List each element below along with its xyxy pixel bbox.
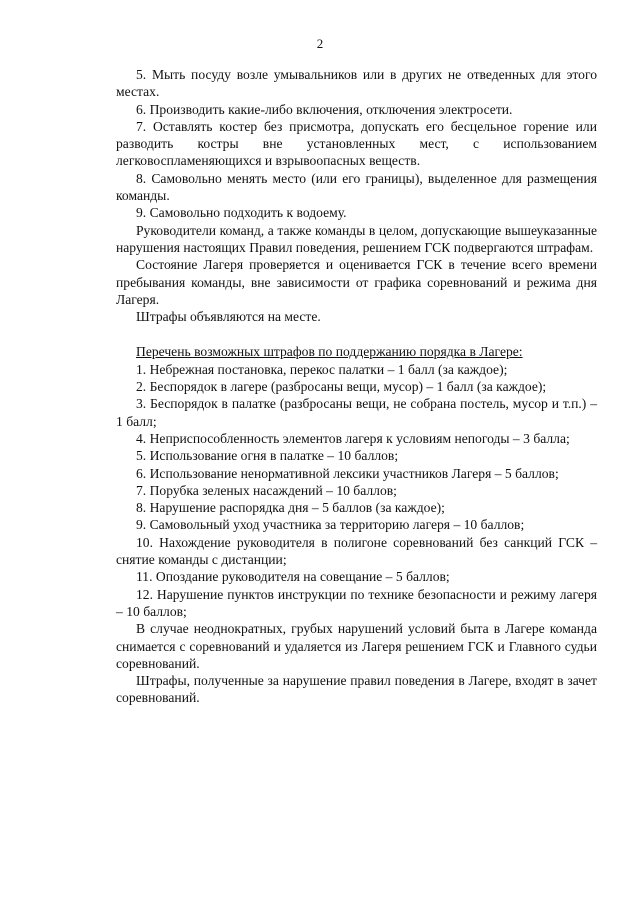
penalty-item: 9. Самовольный уход участника за территорию лагеря – 10 баллов; bbox=[136, 517, 525, 533]
penalty-item: 7. Порубка зеленых насаждений – 10 баллов; bbox=[136, 482, 397, 498]
penalty-item: 11. Опоздание руководителя на совещание – 5 баллов; bbox=[136, 569, 450, 585]
removal-paragraph: В случае неоднократных, грубых нарушений условий быта в Лагере команда снимается с соревнований и удаляется из Лагеря решением ГСК и Главного судьи соревнований. bbox=[116, 621, 597, 671]
prohibition-item: 8. Самовольно менять место (или его границы), выделенное для размещения команды. bbox=[116, 170, 597, 204]
prohibition-item: 5. Мыть посуду возле умывальников или в других не отведенных для этого местах. bbox=[116, 67, 597, 100]
camp-inspection-paragraph: Состояние Лагеря проверяется и оценивается ГСК в течение всего времени пребывания команды, вне зависимости от графика соревнований и режима дня Лагеря. bbox=[116, 257, 597, 307]
penalties-heading-line bbox=[116, 343, 597, 360]
prohibition-item: 7. Оставлять костер без присмотра, допускать его бесцельное горение или разводить костры вне установленных мест, с использованием легковоспламеняющихся и взрывоопасных веществ. bbox=[116, 118, 597, 169]
prohibition-item: 9. Самовольно подходить к водоему. bbox=[136, 205, 347, 221]
penalty-scoring-paragraph: Штрафы, полученные за нарушение правил поведения в Лагере, входят в зачет соревнований. bbox=[116, 673, 597, 706]
penalty-rule-paragraph: Руководители команд, а также команды в целом, допускающие вышеуказанные нарушения настоящих Правил поведения, решением ГСК подвергаются штрафам. bbox=[116, 222, 597, 255]
penalty-item: 4. Неприспособленность элементов лагеря к условиям непогоды – 3 балла; bbox=[136, 430, 570, 446]
penalty-item: 8. Нарушение распорядка дня – 5 баллов (за каждое); bbox=[136, 500, 445, 516]
penalty-item: 12. Нарушение пунктов инструкции по технике безопасности и режиму лагеря – 10 баллов; bbox=[116, 586, 597, 619]
penalty-announcement-paragraph: Штрафы объявляются на месте. bbox=[136, 309, 321, 325]
penalty-item: 5. Использование огня в палатке – 10 баллов; bbox=[136, 448, 399, 464]
penalty-item: 2. Беспорядок в лагере (разбросаны вещи, мусор) – 1 балл (за каждое); bbox=[136, 379, 547, 395]
page-number: 2 bbox=[316, 36, 324, 51]
penalties-heading: Перечень возможных штрафов по поддержанию порядка в Лагере: bbox=[136, 344, 523, 360]
prohibition-item: 6. Производить какие-либо включения, отключения электросети. bbox=[136, 101, 513, 117]
document-body bbox=[116, 66, 597, 707]
penalty-item: 6. Использование ненормативной лексики участников Лагеря – 5 баллов; bbox=[136, 465, 559, 481]
penalty-item: 3. Беспорядок в палатке (разбросаны вещи, не собрана постель, мусор и т.п.) – 1 балл; bbox=[116, 396, 597, 429]
penalty-item: 10. Нахождение руководителя в полигоне соревнований без санкций ГСК – снятие команды с дистанции; bbox=[116, 534, 597, 568]
penalty-item: 1. Небрежная постановка, перекос палатки – 1 балл (за каждое); bbox=[136, 361, 508, 377]
